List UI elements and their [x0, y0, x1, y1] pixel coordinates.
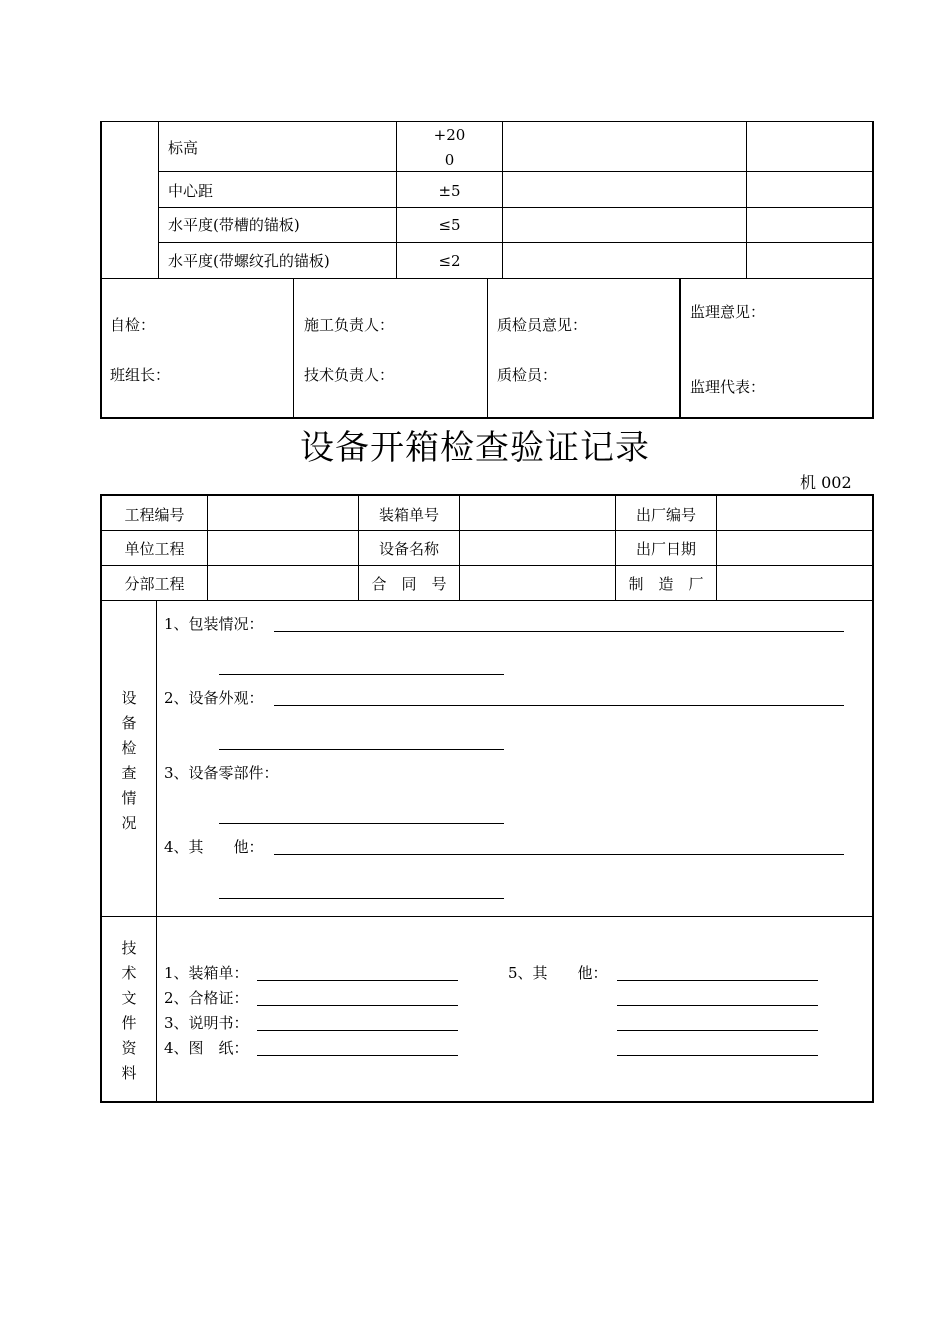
other-inspection-line-2[interactable] [219, 898, 504, 899]
certificate-doc-line[interactable] [257, 1005, 458, 1006]
factory-number-label: 出厂编号 [635, 506, 696, 524]
other-inspection-label: 4、其 他： [164, 838, 264, 856]
row-tolerance-elevation-lower: 0 [444, 151, 455, 169]
drawings-doc-line[interactable] [257, 1055, 458, 1056]
other-inspection-line[interactable] [274, 854, 844, 855]
tech-lead-label: 技术负责人： [304, 366, 395, 384]
construction-lead-label: 施工负责人： [304, 316, 395, 334]
certificate-doc-label: 2、合格证： [164, 989, 249, 1007]
packing-list-doc-label: 1、装箱单： [164, 964, 249, 982]
qc-inspector-label: 质检员： [497, 366, 558, 384]
other-doc-line-4[interactable] [617, 1055, 818, 1056]
other-doc-label: 5、其 他： [508, 964, 608, 982]
manual-doc-label: 3、说明书： [164, 1014, 249, 1032]
packaging-condition-line[interactable] [274, 631, 844, 632]
packing-list-doc-line[interactable] [257, 980, 458, 981]
self-check-label: 自检： [110, 316, 156, 334]
factory-date-label: 出厂日期 [635, 540, 696, 558]
row-tolerance-levelness-threaded: ≤2 [438, 252, 461, 270]
manufacturer-label: 制 造 厂 [628, 575, 704, 593]
inspection-section-label: 设 备 检 查 情 况 [121, 689, 137, 832]
row-item-center-distance: 中心距 [168, 182, 214, 200]
row-item-levelness-slotted: 水平度(带槽的锚板) [168, 216, 300, 234]
form-title: 设备开箱检查验证记录 [300, 428, 650, 468]
row-item-elevation: 标高 [168, 139, 199, 157]
equipment-parts-label: 3、设备零部件： [164, 764, 279, 782]
documents-section-label: 技 术 文 件 资 料 [121, 939, 137, 1082]
equipment-appearance-line[interactable] [274, 705, 844, 706]
equipment-name-label: 设备名称 [378, 540, 439, 558]
supervision-opinion-label: 监理意见： [690, 303, 766, 321]
packaging-condition-label: 1、包装情况： [164, 615, 264, 633]
form-code: 机 002 [800, 473, 852, 492]
row-tolerance-elevation-upper: +20 [433, 126, 466, 144]
unit-project-label: 单位工程 [124, 540, 185, 558]
other-doc-line-1[interactable] [617, 980, 818, 981]
contract-number-label: 合 同 号 [371, 575, 447, 593]
drawings-doc-label: 4、图 纸： [164, 1039, 249, 1057]
row-tolerance-levelness-slotted: ≤5 [438, 216, 461, 234]
packaging-condition-line-2[interactable] [219, 674, 504, 675]
equipment-parts-line[interactable] [219, 823, 504, 824]
team-leader-label: 班组长： [110, 366, 171, 384]
qc-opinion-label: 质检员意见： [497, 316, 588, 334]
row-item-levelness-threaded: 水平度(带螺纹孔的锚板) [168, 252, 330, 270]
other-doc-line-3[interactable] [617, 1030, 818, 1031]
supervision-rep-label: 监理代表： [690, 378, 766, 396]
project-number-label: 工程编号 [124, 506, 185, 524]
other-doc-line-2[interactable] [617, 1005, 818, 1006]
equipment-appearance-label: 2、设备外观： [164, 689, 264, 707]
equipment-appearance-line-2[interactable] [219, 749, 504, 750]
sub-project-label: 分部工程 [124, 575, 185, 593]
row-tolerance-center-distance: ±5 [438, 182, 461, 200]
packing-list-number-label: 装箱单号 [378, 506, 439, 524]
manual-doc-line[interactable] [257, 1030, 458, 1031]
